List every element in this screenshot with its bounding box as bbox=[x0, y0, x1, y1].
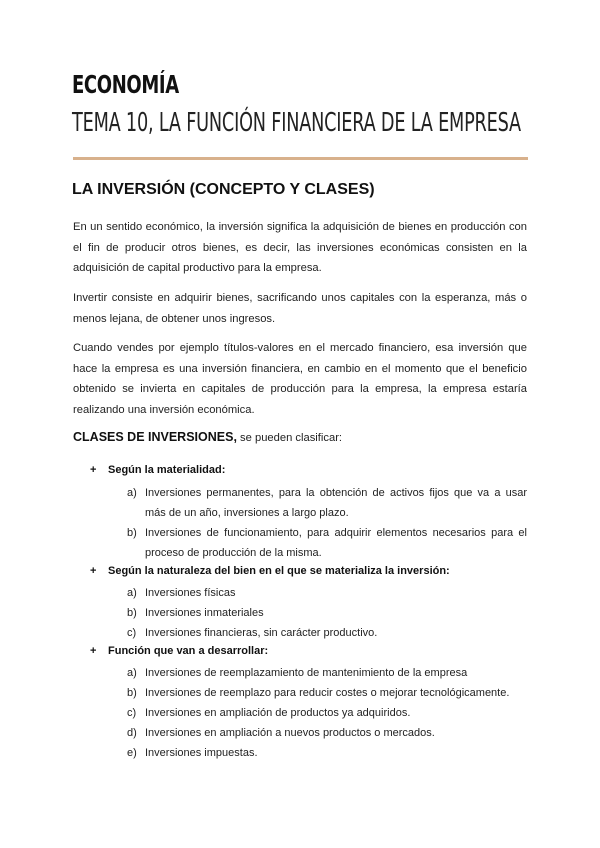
classes-intro-line bbox=[73, 430, 342, 444]
list-item-letter: e) bbox=[127, 747, 137, 759]
list-item bbox=[127, 523, 527, 563]
list-item-text: Inversiones financieras, sin carácter productivo. bbox=[145, 627, 378, 639]
paragraph: En un sentido económico, la inversión significa la adquisición de bienes en producción con el fin de producir otros bienes, es decir, las inversiones económicas consisten en la adquisición de capital productivo para la empresa. bbox=[73, 221, 527, 274]
classes-intro: se pueden clasificar: bbox=[236, 432, 343, 444]
bullet-label: Función que van a desarrollar: bbox=[108, 645, 269, 657]
list-item-letter: a) bbox=[127, 667, 137, 679]
list-item-text: Inversiones de reemplazo para reducir costes o mejorar tecnológicamente. bbox=[145, 687, 510, 699]
list-item bbox=[127, 603, 527, 623]
bullet-marker: + bbox=[90, 464, 97, 476]
list-item bbox=[127, 723, 527, 743]
bullet-marker: + bbox=[90, 645, 97, 657]
list-item-letter: b) bbox=[127, 527, 137, 539]
section-heading: LA INVERSIÓN (CONCEPTO Y CLASES) bbox=[72, 181, 375, 198]
list-item-letter: a) bbox=[127, 487, 137, 499]
list-item bbox=[127, 663, 527, 683]
list-item-letter: a) bbox=[127, 587, 137, 599]
bullet-label: Según la materialidad: bbox=[108, 464, 226, 476]
list-item-text: Inversiones permanentes, para la obtención de activos fijos que va a usar más de un año, inversiones a largo plazo. bbox=[145, 487, 527, 519]
list-item bbox=[127, 583, 527, 603]
list-item-text: Inversiones en ampliación a nuevos productos o mercados. bbox=[145, 727, 435, 739]
list-item-text: Inversiones de reemplazamiento de mantenimiento de la empresa bbox=[145, 667, 468, 679]
title-divider bbox=[73, 157, 528, 160]
list-item bbox=[127, 623, 527, 643]
list-item bbox=[127, 483, 527, 523]
list-item bbox=[127, 743, 527, 763]
list-item-text: Inversiones en ampliación de productos ya adquiridos. bbox=[145, 707, 411, 719]
list-item bbox=[127, 683, 527, 703]
classes-title: CLASES DE INVERSIONES, bbox=[73, 430, 237, 444]
bullet-group-naturaleza bbox=[90, 565, 450, 577]
list-item-text: Inversiones de funcionamiento, para adquirir elementos necesarios para el proceso de producción de la misma. bbox=[145, 527, 527, 559]
list-item-letter: b) bbox=[127, 607, 137, 619]
list-item-letter: d) bbox=[127, 727, 137, 739]
bullet-label: Según la naturaleza del bien en el que se materializa la inversión: bbox=[108, 565, 450, 577]
list-item-text: Inversiones inmateriales bbox=[145, 607, 264, 619]
bullet-marker: + bbox=[90, 565, 97, 577]
document-title: ECONOMÍA bbox=[72, 70, 179, 99]
document-subtitle: TEMA 10, LA FUNCIÓN FINANCIERA DE LA EMPRESA bbox=[72, 108, 521, 138]
bullet-group-funcion bbox=[90, 645, 268, 657]
list-item-letter: b) bbox=[127, 687, 137, 699]
list-item-letter: c) bbox=[127, 627, 137, 639]
list-item-text: Inversiones físicas bbox=[145, 587, 236, 599]
paragraph: Cuando vendes por ejemplo títulos-valores en el mercado financiero, esa inversión que hace la empresa es una inversión financiera, en cambio en el momento que el beneficio obtenido se invierta en capitales de producción para la empresa, la empresa estaría realizando una inversión económica. bbox=[73, 342, 527, 416]
list-item bbox=[127, 703, 527, 723]
list-item-text: Inversiones impuestas. bbox=[145, 747, 258, 759]
paragraph: Invertir consiste en adquirir bienes, sacrificando unos capitales con la esperanza, más o menos lejana, de obtener unos ingresos. bbox=[73, 292, 527, 325]
bullet-group-materialidad bbox=[90, 464, 225, 476]
list-item-letter: c) bbox=[127, 707, 137, 719]
